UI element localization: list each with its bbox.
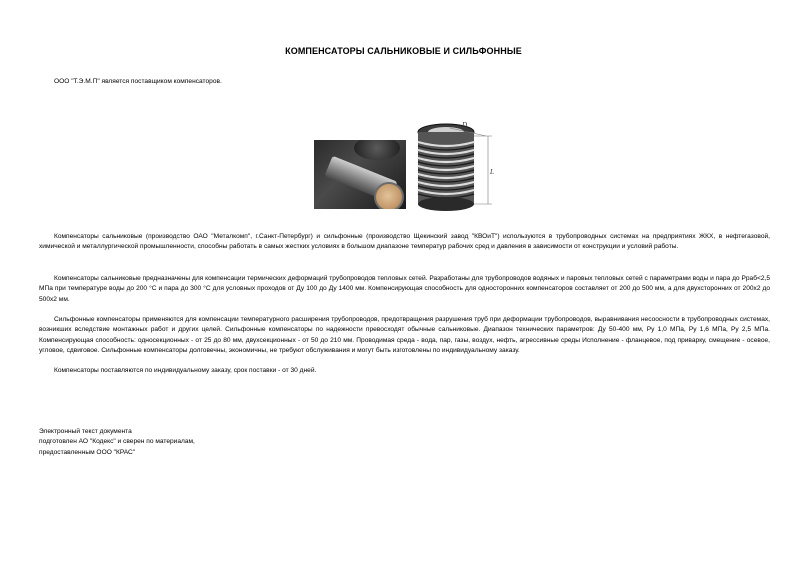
- bellows-compensator-photo: [410, 118, 510, 213]
- paragraph-gland-and-bellows: Компенсаторы сальниковые (производство ОАО "Металкомп", г.Санкт-Петербург) и сильфонные (производство Щекинский завод "КВОиТ") используются в трубопроводных системах на предприятиях ЖКХ, в нефтегазовой, химической и металлургической промышленности, способны работать в самых жестких условиях в большом диапазоне температур рабочих сред и давления в зависимости от конструкции и условий работы.: [39, 233, 770, 251]
- intro-paragraph: ООО "Т.Э.М.П" является поставщиком компенсаторов.: [54, 78, 222, 85]
- diameter-label: D: [462, 121, 468, 129]
- footer-line: подготовлен АО "Кодекс" и сверен по материалам,: [39, 438, 195, 446]
- footer-line: предоставленным ООО "КРАС": [39, 448, 136, 456]
- paragraph-bellows-compensators: Сильфонные компенсаторы применяются для компенсации температурного расширения трубопроводов, предотвращения разрушения труб при деформации трубопроводов, выравнивания несоосности в трубопроводных системах, возникших вследствие монтажных работ и других целей. Сильфонные компенсаторы по надежности превосходят обычные сальниковые. Диапазон технических параметров: Ду 50-400 мм, Ру 1,0 МПа, Ру 1,6 МПа, Ру 2,5 МПа. Компенсирующая способность: односекционных - от 25 до 80 мм, двухсекционных - от 50 до 210 мм. Проводимая среда - вода, пар, газы, воздух, нефть, агрессивные среды Исполнение - фланцевое, под приварку, смещение - осевое, угловое, сдвиговое. Сильфонные компенсаторы долговечны, экономичны, не требуют обслуживания и могут быть изготовлены по индивидуальному заказу.: [39, 316, 770, 355]
- document-title: КОМПЕНСАТОРЫ САЛЬНИКОВЫЕ И СИЛЬФОННЫЕ: [285, 46, 522, 56]
- length-label: L: [490, 168, 494, 176]
- paragraph-delivery-terms: Компенсаторы поставляются по индивидуальному заказу, срок поставки - от 30 дней.: [54, 367, 317, 374]
- footer-line: Электронный текст документа: [39, 428, 132, 435]
- document-footer: [39, 427, 195, 458]
- paragraph-gland-compensators: Компенсаторы сальниковые предназначены для компенсации термических деформаций трубопроводов тепловых сетей. Разработаны для трубопроводов водяных и паровых тепловых сетей с параметрами воды и пара до Рраб<2,5 МПа при температуре воды до 200 °С и пара до 300 °С для условных проходов от Ду 100 до Ду 1400 мм. Компенсирующая способность для односторонних компенсаторов составляет от 200 до 500 мм, а для двухсторонних от 200х2 до 500х2 мм.: [39, 275, 770, 303]
- gland-compensator-photo: [314, 140, 406, 209]
